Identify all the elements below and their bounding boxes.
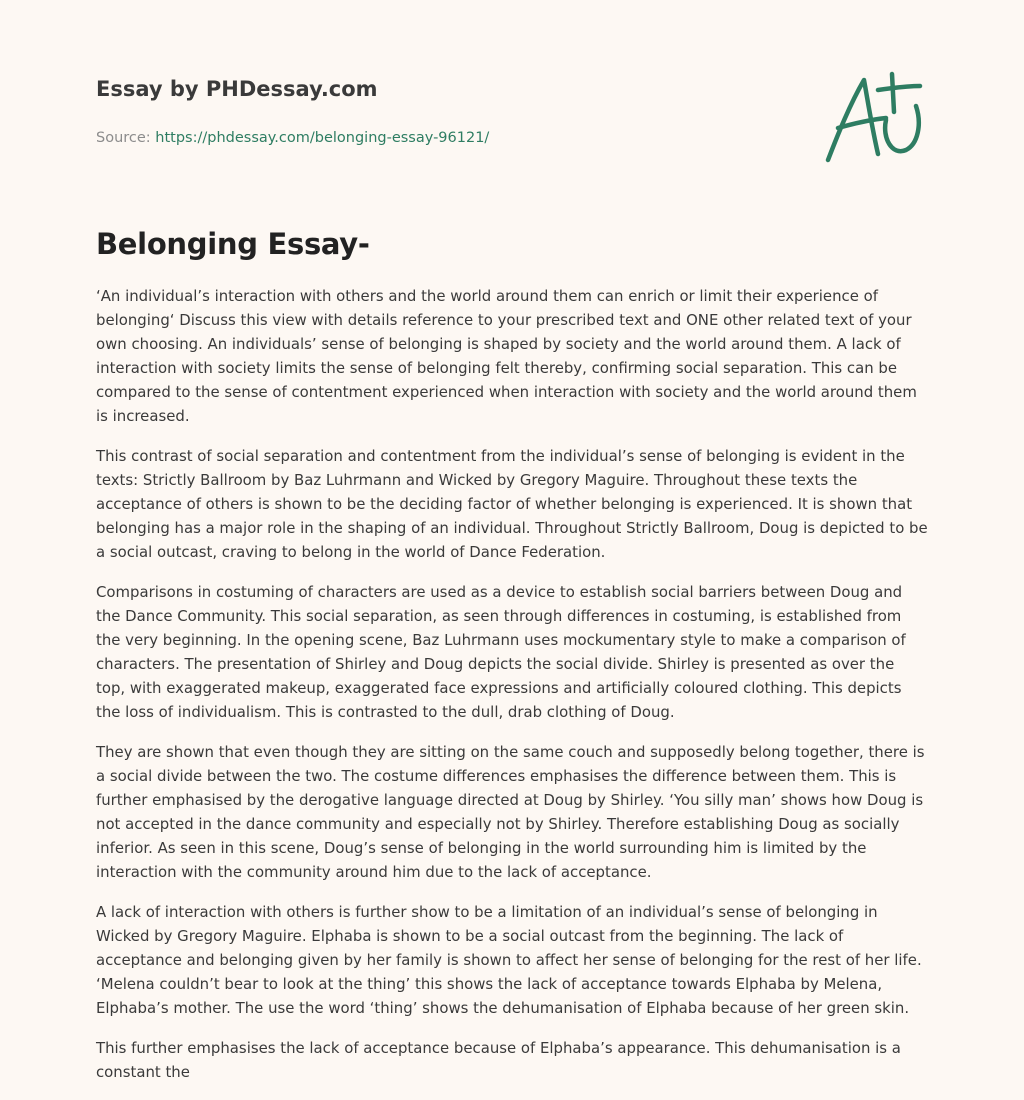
essay-paragraph: Comparisons in costuming of characters are used as a device to establish social barriers between Doug and the Dance Community. This social separation, as seen through differences in costuming, is established from the very beginning. In the opening scene, Baz Luhrmann uses mockumentary style to make a comparison of characters. The presentation of Shirley and Doug depicts the social divide. Shirley is presented as over the top, with exaggerated makeup, exaggerated face expressions and artificially coloured clothing. This depicts the loss of individualism. This is contrasted to the dull, drab clothing of Doug. xyxy=(96,583,906,721)
source-link[interactable]: https://phdessay.com/belonging-essay-96121/ xyxy=(155,130,490,146)
essay-title: Belonging Essay- xyxy=(96,227,370,261)
essay-body xyxy=(96,284,928,1100)
a-plus-logo-icon xyxy=(822,68,930,168)
essay-paragraph: They are shown that even though they are sitting on the same couch and supposedly belong together, there is a social divide between the two. The costume differences emphasises the difference between them. This is further emphasised by the derogative language directed at Doug by Shirley. ‘You silly man’ shows how Doug is not accepted in the dance community and especially not by Shirley. Therefore establishing Doug as socially inferior. As seen in this scene, Doug’s sense of belonging in the world surrounding him is limited by the interaction with the community around him due to the lack of acceptance. xyxy=(96,743,925,881)
essay-paragraph: A lack of interaction with others is further show to be a limitation of an individual’s sense of belonging in Wicked by Gregory Maguire. Elphaba is shown to be a social outcast from the beginning. The lack of acceptance and belonging given by her family is shown to affect her sense of belonging for the rest of her life. ‘Melena couldn’t bear to look at the thing’ this shows the lack of acceptance towards Elphaba by Melena, Elphaba’s mother. The use the word ‘thing’ shows the dehumanisation of Elphaba because of her green skin. xyxy=(96,903,922,1017)
source-label: Source: xyxy=(96,130,156,146)
site-header xyxy=(96,74,796,148)
essay-paragraph: This further emphasises the lack of acceptance because of Elphaba’s appearance. This dehumanisation is a constant the xyxy=(96,1039,901,1081)
essay-paragraph: This contrast of social separation and contentment from the individual’s sense of belonging is evident in the texts: Strictly Ballroom by Baz Luhrmann and Wicked by Gregory Maguire. Throughout these texts the acceptance of others is shown to be the deciding factor of whether belonging is experienced. It is shown that belonging has a major role in the shaping of an individual. Throughout Strictly Ballroom, Doug is depicted to be a social outcast, craving to belong in the world of Dance Federation. xyxy=(96,447,928,561)
source-line xyxy=(96,128,796,148)
essay-paragraph: ‘An individual’s interaction with others and the world around them can enrich or limit their experience of belonging‘ Discuss this view with details reference to your prescribed text and ONE other related text of your own choosing. An individuals’ sense of belonging is shaped by society and the world around them. A lack of interaction with society limits the sense of belonging felt thereby, confirming social separation. This can be compared to the sense of contentment experienced when interaction with society and the world around them is increased. xyxy=(96,287,917,425)
site-brand: Essay by PHDessay.com xyxy=(96,77,378,101)
